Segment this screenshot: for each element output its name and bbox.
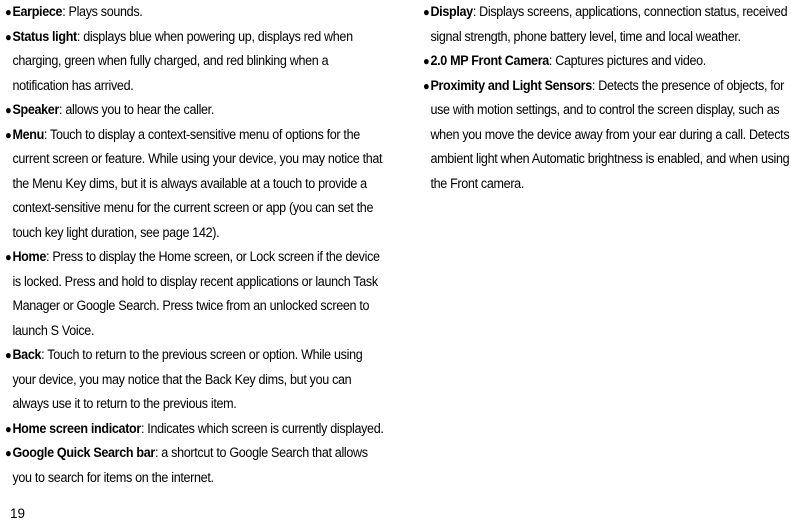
item-description: : Indicates which screen is currently displayed.: [140, 420, 384, 436]
item-description: : Touch to display a context-sensitive menu of options for the current screen or feature. While using your device, you may notice that the Menu Key dims, but it is always available at a touch to provide a context-sensitive menu for the current screen or app (you can set the touch key light duration, see page 142).: [12, 126, 383, 240]
list-item-earpiece: [5, 0, 386, 25]
bullet-icon: ●: [5, 29, 12, 44]
list-item-speaker: [5, 98, 386, 123]
bullet-icon: ●: [5, 446, 12, 460]
item-term: Display: [430, 4, 473, 19]
bullet-icon: ●: [5, 127, 12, 142]
list-item-proximity-light-sensors: [423, 74, 791, 197]
item-description: : Detects the presence of objects, for use with motion settings, and to control the screen display, such as when you move the device away from your ear during a call. Detects ambient light when Automatic brightness is enabled, and when using the Front camera.: [430, 77, 790, 191]
item-term: Google Quick Search bar: [12, 445, 155, 460]
item-description: : Touch to return to the previous screen or option. While using your device, you may notice that the Back Key dims, but you can always use it to return to the previous item.: [12, 347, 363, 411]
list-item-status-light: [5, 25, 386, 99]
right-column: [423, 0, 791, 196]
list-item-google-quick-search-bar: [5, 441, 386, 490]
item-term: Earpiece: [12, 4, 63, 19]
item-term: Proximity and Light Sensors: [430, 77, 592, 93]
bullet-icon: ●: [5, 421, 12, 436]
item-description: : Captures pictures and video.: [548, 53, 706, 68]
item-description: : Plays sounds.: [62, 4, 143, 19]
item-term: 2.0 MP Front Camera: [430, 53, 549, 68]
item-description: : Press to display the Home screen, or Lock screen if the device is locked. Press and hold to display recent applications or launch Task Manager or Google Search. Press twice from an unlocked screen to launch S Voice.: [12, 249, 380, 338]
bullet-icon: ●: [423, 78, 430, 93]
bullet-icon: ●: [5, 5, 12, 19]
bullet-icon: ●: [5, 348, 12, 362]
page-number: 19: [10, 506, 26, 521]
item-description: : allows you to hear the caller.: [59, 102, 215, 117]
item-description: : Displays screens, applications, connection status, received signal strength, phone battery level, time and local weather.: [430, 4, 788, 44]
item-term: Speaker: [12, 102, 60, 117]
item-term: Back: [12, 347, 42, 362]
item-term: Menu: [12, 126, 44, 142]
bullet-icon: ●: [423, 5, 430, 19]
item-term: Home screen indicator: [12, 420, 141, 436]
left-column: [5, 0, 384, 490]
bullet-icon: ●: [5, 103, 12, 117]
list-item-front-camera: [423, 49, 791, 74]
item-description: : displays blue when powering up, displays red when charging, green when fully charged, and red blinking when a notification has arrived.: [12, 28, 353, 93]
item-description: : a shortcut to Google Search that allows you to search for items on the internet.: [12, 445, 368, 485]
list-item-display: [423, 0, 791, 49]
item-term: Home: [12, 249, 47, 264]
list-item-back: [5, 343, 386, 417]
bullet-icon: ●: [5, 250, 12, 264]
list-item-home-screen-indicator: [5, 417, 386, 442]
list-item-menu: [5, 123, 386, 246]
bullet-icon: ●: [423, 54, 430, 68]
item-term: Status light: [12, 28, 77, 44]
list-item-home: [5, 245, 386, 343]
